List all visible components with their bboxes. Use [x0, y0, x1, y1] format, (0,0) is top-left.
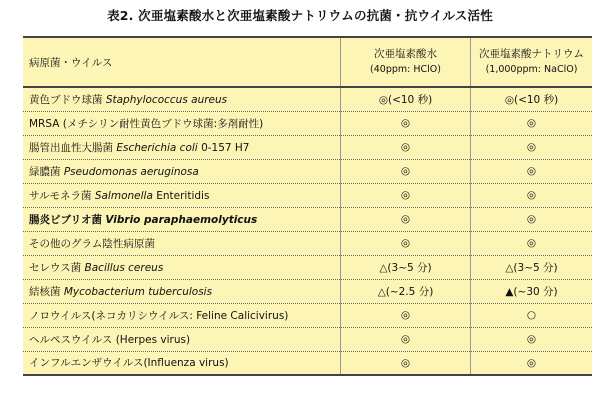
- pathogen-name: 腸炎ビブリオ菌: [29, 213, 102, 226]
- pathogen-name: 緑膿菌: [29, 165, 61, 178]
- pathogen-name: セレウス菌: [29, 261, 82, 274]
- row-naclo-activity: ◎: [471, 207, 593, 231]
- pathogen-strain: 0-157 H7: [201, 141, 250, 154]
- pathogen-scientific-name: Bacillus cereus: [84, 261, 164, 274]
- row-naclo-activity: ◎: [471, 159, 593, 183]
- row-naclo-activity: △(3~5 分): [471, 255, 593, 279]
- pathogen-name: 黄色ブドウ球菌: [29, 93, 103, 106]
- row-hclo-activity: ◎(<10 秒): [341, 87, 471, 111]
- row-pathogen: [23, 327, 341, 351]
- row-pathogen: [23, 207, 341, 231]
- row-naclo-activity: ◎: [471, 231, 593, 255]
- table-title: 表2. 次亜塩素酸水と次亜塩素酸ナトリウムの抗菌・抗ウイルス活性: [107, 8, 493, 23]
- pathogen-name: 結核菌: [29, 285, 61, 298]
- pathogen-strain: Enteritidis: [156, 189, 210, 202]
- row-pathogen: [23, 351, 341, 375]
- row-naclo-activity: ◎: [471, 183, 593, 207]
- pathogen-scientific-name: Pseudomonas aeruginosa: [63, 165, 199, 178]
- pathogen-name: 腸管出血性大腸菌: [29, 141, 113, 154]
- row-pathogen: [23, 135, 341, 159]
- row-pathogen: [23, 255, 341, 279]
- table-row: [23, 207, 592, 231]
- table-row: [23, 303, 592, 327]
- row-hclo-activity: ◎: [341, 231, 471, 255]
- table-row: [23, 231, 592, 255]
- row-hclo-activity: ◎: [341, 111, 471, 135]
- header-pathogen: 病原菌・ウイルス: [23, 37, 341, 87]
- row-pathogen: [23, 183, 341, 207]
- row-naclo-activity: ○: [471, 303, 593, 327]
- row-naclo-activity: ◎(<10 秒): [471, 87, 593, 111]
- header-naclo-sub: (1,000ppm: NaClO): [485, 64, 578, 75]
- table-row: [23, 255, 592, 279]
- pathogen-scientific-name: Vibrio paraphaemolyticus: [105, 213, 258, 226]
- pathogen-name: サルモネラ菌: [29, 189, 92, 202]
- row-hclo-activity: △(~2.5 分): [341, 279, 471, 303]
- row-naclo-activity: ▲(~30 分): [471, 279, 593, 303]
- pathogen-name: ノロウイルス(ネコカリシウイルス: Feline Calicivirus): [29, 309, 289, 322]
- row-pathogen: [23, 159, 341, 183]
- pathogen-scientific-name: Mycobacterium tuberculosis: [63, 285, 213, 298]
- row-pathogen: [23, 303, 341, 327]
- row-naclo-activity: ◎: [471, 351, 593, 375]
- pathogen-name: ヘルペスウイルス (Herpes virus): [29, 333, 191, 346]
- header-hclo: [341, 37, 471, 87]
- row-hclo-activity: ◎: [341, 183, 471, 207]
- pathogen-name: インフルエンザウイルス(Influenza virus): [29, 357, 229, 370]
- table-row: [23, 351, 592, 375]
- pathogen-name: MRSA (メチシリン耐性黄色ブドウ球菌:多剤耐性): [29, 117, 264, 130]
- pathogen-scientific-name: Staphylococcus aureus: [105, 93, 228, 106]
- row-hclo-activity: ◎: [341, 327, 471, 351]
- row-hclo-activity: ◎: [341, 207, 471, 231]
- table-row: [23, 279, 592, 303]
- row-hclo-activity: ◎: [341, 351, 471, 375]
- pathogen-name: その他のグラム陰性病原菌: [29, 237, 155, 250]
- row-pathogen: [23, 279, 341, 303]
- row-pathogen: [23, 231, 341, 255]
- table-row: [23, 111, 592, 135]
- pathogen-scientific-name: Escherichia coli: [116, 141, 198, 154]
- header-naclo-name: 次亜塩素酸ナトリウム: [479, 48, 584, 60]
- row-naclo-activity: ◎: [471, 327, 593, 351]
- row-pathogen: [23, 111, 341, 135]
- table-row: [23, 135, 592, 159]
- table-header-row: [23, 37, 592, 87]
- table-row: [23, 87, 592, 111]
- table-row: [23, 159, 592, 183]
- pathogen-scientific-name: Salmonella: [94, 189, 153, 202]
- table-row: [23, 183, 592, 207]
- header-hclo-sub: (40ppm: HClO): [370, 64, 441, 75]
- row-pathogen: [23, 87, 341, 111]
- row-hclo-activity: △(3~5 分): [341, 255, 471, 279]
- row-hclo-activity: ◎: [341, 135, 471, 159]
- header-hclo-name: 次亜塩素酸水: [374, 48, 437, 60]
- activity-table: [23, 36, 592, 376]
- row-naclo-activity: ◎: [471, 135, 593, 159]
- row-hclo-activity: ◎: [341, 303, 471, 327]
- table-body: [23, 87, 592, 375]
- row-hclo-activity: ◎: [341, 159, 471, 183]
- header-naclo: [471, 37, 593, 87]
- row-naclo-activity: ◎: [471, 111, 593, 135]
- table-row: [23, 327, 592, 351]
